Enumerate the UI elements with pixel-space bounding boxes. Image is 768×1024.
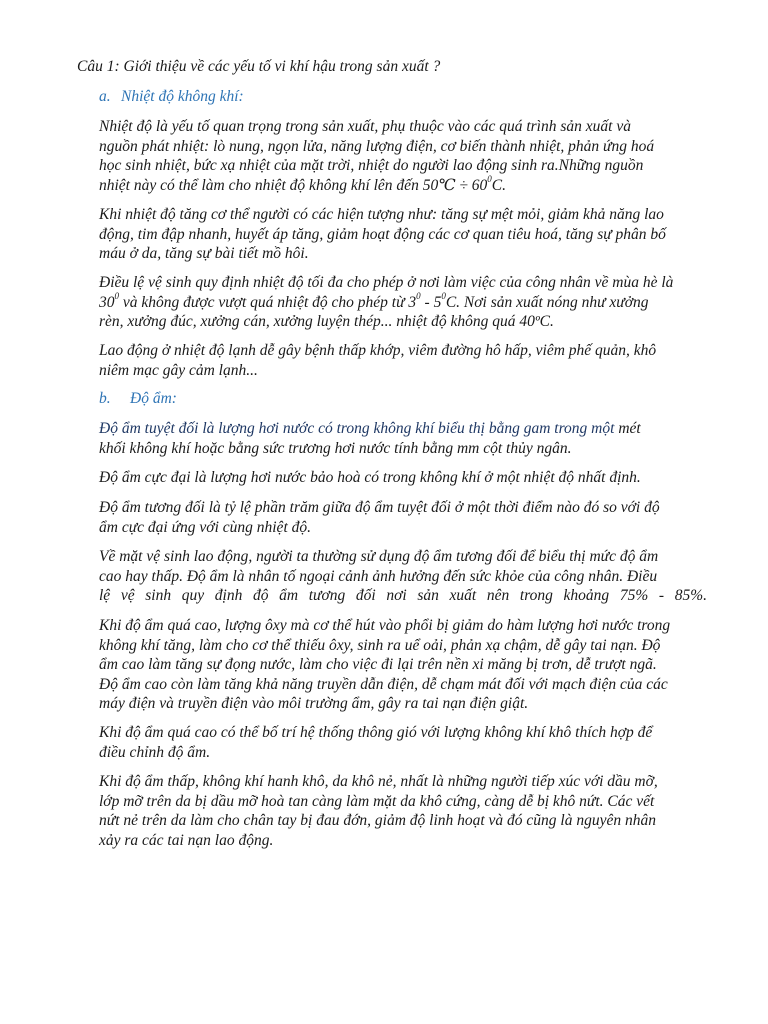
paragraph-absolute-humidity bbox=[99, 419, 707, 458]
text-line: Khi độ ẩm thấp, không khí hanh khô, da khô nẻ, nhất là những người tiếp xúc với dầu mỡ, bbox=[99, 773, 658, 790]
paragraph-humidity-hygiene bbox=[99, 547, 707, 606]
section-a-title: Nhiệt độ không khí: bbox=[121, 88, 244, 105]
text-line: Khi độ ẩm quá cao có thể bố trí hệ thống thông gió với lượng không khí khô thích hợp để bbox=[99, 724, 653, 741]
highlighted-text: Độ ẩm tuyệt đối là lượng hơi nước có trong không khí biểu thị bằng gam trong một bbox=[99, 420, 615, 437]
superscript: 0 bbox=[441, 291, 446, 302]
text-line: Về mặt vệ sinh lao động, người ta thường sử dụng độ ẩm tương đối để biểu thị mức độ ẩm bbox=[99, 548, 659, 565]
paragraph-heat-sources bbox=[99, 117, 707, 195]
text-fragment: - 5 bbox=[420, 293, 442, 311]
text-line bbox=[99, 176, 707, 196]
paragraph-ventilation bbox=[99, 723, 707, 762]
paragraph-high-humidity bbox=[99, 616, 707, 714]
section-b-number: b. bbox=[99, 390, 111, 407]
text-line: xảy ra các tai nạn lao động. bbox=[99, 831, 274, 849]
text-fragment: C. Nơi sản xuất nóng như xưởng bbox=[445, 293, 649, 311]
text-line: Độ ẩm cao còn làm tăng khả năng truyền dẫn điện, dễ chạm mát đối với mạch điện của các bbox=[99, 675, 668, 693]
text-line: niêm mạc gây cảm lạnh... bbox=[99, 361, 258, 379]
paragraph-cold-effects bbox=[99, 341, 707, 380]
text-fragment: nhiệt này có thể làm cho nhiệt độ không khí lên đến 50℃ ÷ 60 bbox=[99, 176, 488, 194]
text-line: máy điện và truyền điện vào môi trường ẩm, gây ra tai nạn điện giật. bbox=[99, 695, 529, 712]
paragraph-temperature-regulation bbox=[99, 273, 707, 332]
superscript: 0 bbox=[416, 291, 421, 302]
text-line bbox=[99, 419, 707, 439]
text-line: khối không khí hoặc bằng sức trương hơi nước tính bằng mm cột thủy ngân. bbox=[99, 439, 572, 457]
text-line: Khi nhiệt độ tăng cơ thể người có các hiện tượng như: tăng sự mệt mỏi, giảm khả năng lao bbox=[99, 206, 664, 223]
text-line: Nhiệt độ là yếu tố quan trọng trong sản xuất, phụ thuộc vào các quá trình sản xuất và bbox=[99, 118, 631, 135]
paragraph-heat-effects bbox=[99, 205, 707, 264]
text-line: cao hay thấp. Độ ẩm là nhân tố ngoại cảnh ảnh hưởng đến sức khỏe của công nhân. Điều bbox=[99, 567, 658, 585]
section-a-heading bbox=[99, 87, 244, 107]
text-line: học sinh nhiệt, bức xạ nhiệt của mặt trời, nhiệt do người lao động sinh ra.Những nguồn bbox=[99, 157, 644, 174]
paragraph-relative-humidity bbox=[99, 498, 707, 537]
text-line: lớp mỡ trên da bị dầu mỡ hoà tan càng làm mặt da khô cứng, càng dễ bị khô nứt. Các vết bbox=[99, 792, 655, 810]
text-fragment: mét bbox=[614, 420, 641, 437]
superscript: 0 bbox=[487, 174, 492, 185]
text-line: lệ vệ sinh quy định độ ẩm tương đối nơi sản xuất nên trong khoảng 75% - 85%. bbox=[99, 587, 707, 604]
paragraph-low-humidity bbox=[99, 772, 707, 850]
text-line: Lao động ở nhiệt độ lạnh dễ gây bệnh thấp khớp, viêm đường hô hấp, viêm phế quản, khô bbox=[99, 342, 657, 359]
section-a-number: a. bbox=[99, 88, 111, 105]
text-line: điều chỉnh độ ẩm. bbox=[99, 743, 211, 761]
text-line: ẩm cực đại ứng với cùng nhiệt độ. bbox=[99, 518, 311, 536]
question-title: Câu 1: Giới thiệu về các yếu tố vi khí hậu trong sản xuất ? bbox=[77, 58, 441, 75]
text-fragment: 30 bbox=[99, 293, 115, 311]
section-b-heading bbox=[99, 389, 177, 409]
text-line: nguồn phát nhiệt: lò nung, ngọn lửa, năng lượng điện, cơ biến thành nhiệt, phản ứng hoá bbox=[99, 137, 655, 155]
text-line: rèn, xưởng đúc, xưởng cán, xưởng luyện thép... nhiệt độ không quá 40ºC. bbox=[99, 313, 554, 330]
text-line: Điều lệ vệ sinh quy định nhiệt độ tối đa cho phép ở nơi làm việc của công nhân về mùa hè là bbox=[99, 274, 674, 291]
section-b-title: Độ ẩm: bbox=[130, 390, 177, 407]
text-line: ẩm cao làm tăng sự đọng nước, làm cho việc đi lại trên nền xi măng bị trơn, dễ trượt ngã. bbox=[99, 656, 657, 673]
text-line bbox=[99, 293, 707, 313]
superscript: 0 bbox=[114, 291, 119, 302]
text-fragment: và không được vượt quá nhiệt độ cho phép từ 3 bbox=[119, 293, 417, 311]
text-line: Khi độ ẩm quá cao, lượng ôxy mà cơ thể hút vào phổi bị giảm do hàm lượng hơi nước trong bbox=[99, 617, 671, 634]
text-line: Độ ẩm tương đối là tỷ lệ phần trăm giữa độ ẩm tuyệt đối ở một thời điểm nào đó so với độ bbox=[99, 499, 660, 516]
text-line: Độ ẩm cực đại là lượng hơi nước bảo hoà có trong không khí ở một nhiệt độ nhất định. bbox=[99, 469, 641, 486]
text-line: máu ở da, tăng sự bài tiết mồ hôi. bbox=[99, 245, 309, 262]
text-line: động, tim đập nhanh, huyết áp tăng, giảm hoạt động các cơ quan tiêu hoá, tăng sự phân bố bbox=[99, 225, 666, 243]
text-line: nứt nẻ trên da làm cho chân tay bị đau đớn, giảm độ linh hoạt và đó cũng là nguyên nhân bbox=[99, 812, 657, 829]
paragraph-max-humidity bbox=[99, 468, 707, 488]
text-line: không khí tăng, làm cho cơ thể thiếu ôxy, sinh ra uể oải, phản xạ chậm, dễ gây tai nạn. Độ bbox=[99, 636, 661, 654]
text-fragment: C. bbox=[491, 176, 507, 194]
